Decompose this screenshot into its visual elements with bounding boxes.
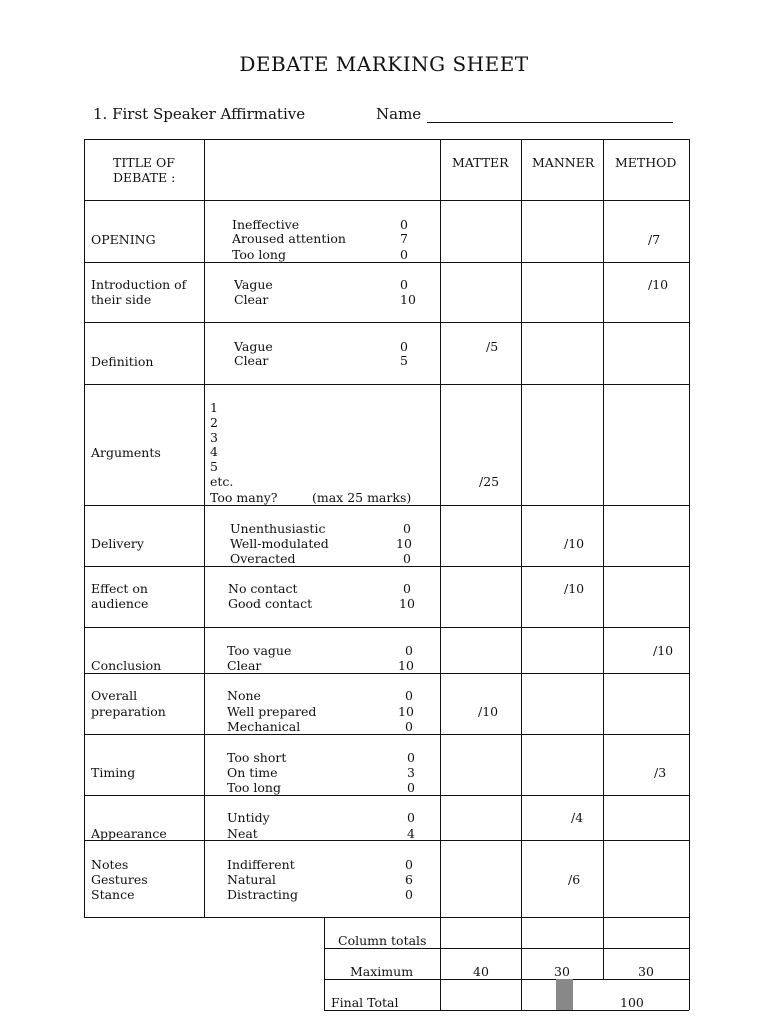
shaded-cell <box>556 979 573 1010</box>
header-title-2: DEBATE : <box>113 170 176 185</box>
effect-score: 10 <box>399 596 415 611</box>
timing-method-mark[interactable]: /3 <box>654 765 667 780</box>
maximum-label: Maximum <box>350 964 414 979</box>
definition-matter-mark[interactable]: /5 <box>486 339 499 354</box>
definition-option: Clear <box>234 353 269 368</box>
effect-manner-mark[interactable]: /10 <box>564 581 585 596</box>
row-label-conclusion: Conclusion <box>91 658 162 673</box>
delivery-manner-mark[interactable]: /10 <box>564 536 585 551</box>
definition-score: 5 <box>400 353 408 368</box>
argument-item: 1 <box>210 400 218 415</box>
opening-score: 0 <box>400 247 408 262</box>
effect-option: Good contact <box>228 596 313 611</box>
conclusion-method-mark[interactable]: /10 <box>653 643 674 658</box>
notes-score: 0 <box>405 857 413 872</box>
delivery-score: 10 <box>396 536 412 551</box>
speaker-label: 1. First Speaker Affirmative <box>93 105 306 123</box>
preparation-score: 0 <box>405 719 413 734</box>
opening-score: 0 <box>400 217 408 232</box>
effect-option: No contact <box>228 581 298 596</box>
notes-score: 6 <box>405 872 413 887</box>
conclusion-option: Too vague <box>227 643 292 658</box>
argument-item: Too many? <box>210 490 278 505</box>
delivery-option: Well-modulated <box>230 536 329 551</box>
conclusion-score: 10 <box>398 658 414 673</box>
argument-item: 2 <box>210 415 218 430</box>
delivery-option: Unenthusiastic <box>230 521 326 536</box>
maximum-manner: 30 <box>554 964 570 979</box>
preparation-option: Well prepared <box>227 704 317 719</box>
row-label-effect: Effect on <box>91 581 148 596</box>
notes-option: Natural <box>227 872 276 887</box>
maximum-method: 30 <box>638 964 654 979</box>
row-label-preparation: Overall <box>91 688 138 703</box>
header-matter: MATTER <box>452 155 509 170</box>
timing-score: 0 <box>407 750 415 765</box>
definition-option: Vague <box>234 339 273 354</box>
preparation-option: None <box>227 688 261 703</box>
header-method: METHOD <box>615 155 677 170</box>
opening-option: Ineffective <box>232 217 300 232</box>
debate-title-cell[interactable] <box>206 141 438 199</box>
timing-option: Too short <box>227 750 287 765</box>
appearance-option: Untidy <box>227 810 270 825</box>
introduction-option: Clear <box>234 292 269 307</box>
row-label-timing: Timing <box>91 765 136 780</box>
row-label-preparation-2: preparation <box>91 704 166 719</box>
appearance-score: 4 <box>407 826 415 841</box>
conclusion-option: Clear <box>227 658 262 673</box>
effect-score: 0 <box>403 581 411 596</box>
delivery-option: Overacted <box>230 551 296 566</box>
notes-option: Indifferent <box>227 857 295 872</box>
header-manner: MANNER <box>532 155 595 170</box>
opening-option: Too long <box>232 247 286 262</box>
row-label-notes: Notes <box>91 857 129 872</box>
introduction-score: 10 <box>400 292 416 307</box>
arguments-max-note: (max 25 marks) <box>312 490 412 505</box>
opening-option: Aroused attention <box>232 231 346 246</box>
definition-score: 0 <box>400 339 408 354</box>
maximum-matter: 40 <box>473 964 489 979</box>
column-totals-label: Column totals <box>338 933 427 948</box>
notes-option: Distracting <box>227 887 298 902</box>
name-field-line[interactable] <box>427 122 673 123</box>
header-title-1: TITLE OF <box>113 155 175 170</box>
appearance-manner-mark[interactable]: /4 <box>571 810 584 825</box>
preparation-score: 0 <box>405 688 413 703</box>
timing-option: Too long <box>227 780 281 795</box>
name-label: Name <box>376 105 422 123</box>
timing-score: 3 <box>407 765 415 780</box>
row-label-appearance: Appearance <box>91 826 167 841</box>
final-total-label: Final Total <box>331 995 399 1010</box>
argument-item: 5 <box>210 459 218 474</box>
page-title: DEBATE MARKING SHEET <box>239 52 529 76</box>
argument-item: 3 <box>210 430 218 445</box>
preparation-matter-mark[interactable]: /10 <box>478 704 499 719</box>
opening-score: 7 <box>400 231 408 246</box>
delivery-score: 0 <box>403 521 411 536</box>
preparation-option: Mechanical <box>227 719 301 734</box>
introduction-option: Vague <box>234 277 273 292</box>
appearance-score: 0 <box>407 810 415 825</box>
timing-option: On time <box>227 765 278 780</box>
row-label-gestures: Gestures <box>91 872 148 887</box>
row-label-introduction: Introduction of <box>91 277 187 292</box>
opening-method-mark[interactable]: /7 <box>648 232 661 247</box>
final-total-value: 100 <box>620 995 644 1010</box>
timing-score: 0 <box>407 780 415 795</box>
preparation-score: 10 <box>398 704 414 719</box>
delivery-score: 0 <box>403 551 411 566</box>
appearance-option: Neat <box>227 826 258 841</box>
row-label-effect-2: audience <box>91 596 149 611</box>
row-label-delivery: Delivery <box>91 536 144 551</box>
row-label-arguments: Arguments <box>91 445 161 460</box>
row-label-stance: Stance <box>91 887 135 902</box>
argument-item: etc. <box>210 474 234 489</box>
row-label-opening: OPENING <box>91 232 156 247</box>
notes-manner-mark[interactable]: /6 <box>568 872 581 887</box>
conclusion-score: 0 <box>405 643 413 658</box>
notes-score: 0 <box>405 887 413 902</box>
argument-item: 4 <box>210 444 218 459</box>
arguments-matter-mark[interactable]: /25 <box>479 474 500 489</box>
row-label-introduction-2: their side <box>91 292 152 307</box>
introduction-score: 0 <box>400 277 408 292</box>
row-label-definition: Definition <box>91 354 154 369</box>
introduction-method-mark[interactable]: /10 <box>648 277 669 292</box>
